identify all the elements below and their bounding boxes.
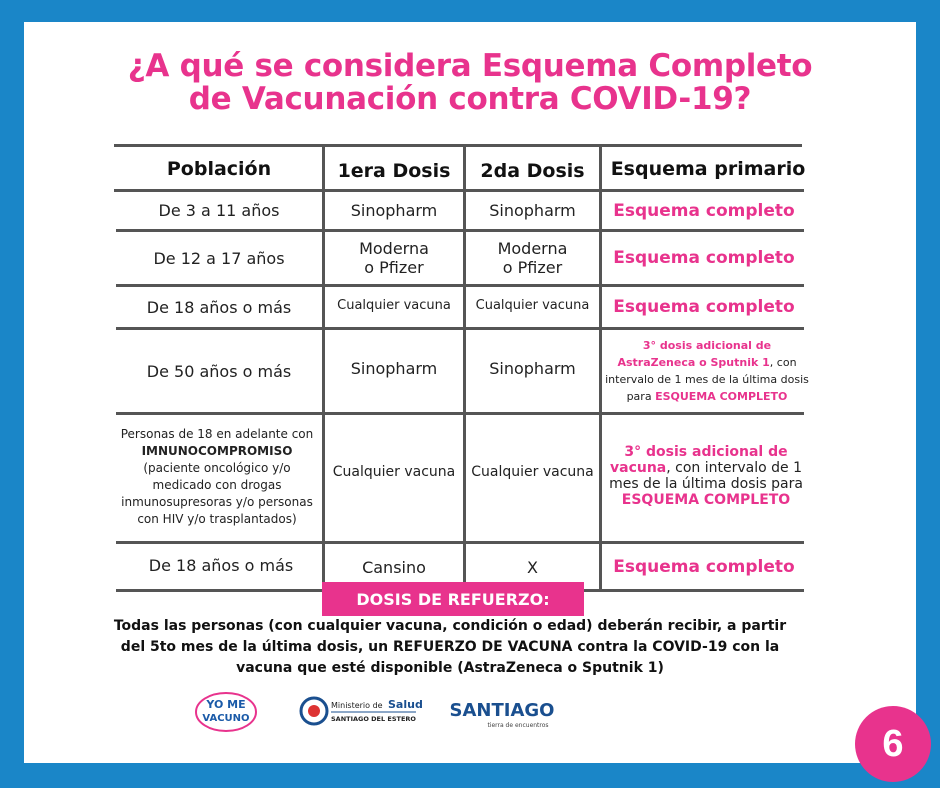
- row2-dosis2: [466, 232, 599, 284]
- row6-dosis1: Cansino: [362, 557, 426, 577]
- row5-esquema-bold2: ESQUEMA COMPLETO: [621, 492, 791, 508]
- row5-dosis1: Cualquier vacuna: [332, 464, 456, 480]
- row5-poblacion-line1: Personas de 18 en adelante con: [120, 427, 314, 441]
- row2-dosis1-line2: o Pfizer: [364, 258, 424, 277]
- page-title: [24, 50, 916, 116]
- row4-dosis1: Sinopharm: [350, 358, 438, 378]
- row1-esquema: Esquema completo: [613, 200, 795, 221]
- row6-dosis2: X: [527, 557, 538, 577]
- title-line-2: de Vacunación contra COVID-19?: [188, 81, 752, 117]
- row5-poblacion: [116, 418, 318, 536]
- header-dosis1: 1era Dosis: [337, 160, 451, 182]
- row5-poblacion-detail: (paciente oncológico y/o medicado con drogas inmunosupresoras y/o personas con HIV y/o trasplantados): [121, 461, 313, 526]
- row3-esquema: Esquema completo: [613, 297, 795, 317]
- row5-esquema-note: [606, 444, 806, 508]
- row5-esquema: [606, 418, 806, 534]
- row6-poblacion: De 18 años o más: [148, 555, 294, 575]
- header-dosis2: 2da Dosis: [480, 160, 585, 182]
- page-number-badge: 6: [855, 706, 931, 782]
- row3-dosis1: Cualquier vacuna: [337, 297, 451, 313]
- row4-esquema: [604, 332, 810, 410]
- row5-dosis2: Cualquier vacuna: [471, 464, 594, 480]
- row4-esquema-bold2: ESQUEMA COMPLETO: [655, 390, 788, 403]
- table-rule: [114, 144, 802, 147]
- row2-dosis2-line2: o Pfizer: [502, 258, 563, 277]
- row5-esquema-mid: , con intervalo de 1 mes de la última dosis para: [609, 460, 803, 492]
- ministerio-small-text: Ministerio de: [331, 701, 383, 710]
- row1-poblacion: De 3 a 11 años: [158, 201, 280, 220]
- row2-dosis1-line1: Moderna: [359, 239, 429, 258]
- row4-esquema-mid: , con intervalo de 1 mes de la última dosis para: [605, 356, 809, 403]
- row1-dosis2: Sinopharm: [489, 201, 576, 220]
- yome-bottom-text: VACUNO: [202, 713, 250, 724]
- ministerio-sub-text: SANTIAGO DEL ESTERO: [331, 715, 416, 723]
- row4-dosis2: Sinopharm: [489, 358, 576, 378]
- row5-poblacion-bold: IMNUNOCOMPROMISO: [141, 444, 293, 458]
- booster-text: Todas las personas (con cualquier vacuna, condición o edad) deberán recibir, a partir del 5to mes de la última dosis, un REFUERZO DE VACUNA contra la COVID-19 con la vacuna que esté disponible (AstraZeneca o Sputnik 1): [113, 618, 787, 676]
- header-poblacion: Población: [166, 158, 272, 180]
- title-line-1: ¿A qué se considera Esquema Completo: [127, 48, 813, 84]
- row3-poblacion: De 18 años o más: [146, 297, 292, 317]
- row4-poblacion: De 50 años o más: [146, 361, 292, 381]
- ministerio-salud-logo: [300, 694, 423, 728]
- row4-esquema-bold1: 3° dosis adicional de AstraZeneca o Sputnik 1: [617, 339, 772, 369]
- yome-top-text: YO ME: [206, 698, 246, 711]
- santiago-sub-text: tierra de encuentros: [487, 722, 549, 729]
- header-esquema: Esquema primario: [610, 158, 806, 180]
- row2-poblacion: De 12 a 17 años: [153, 248, 285, 268]
- row4-esquema-note: [604, 337, 810, 405]
- row2-dosis1: [325, 232, 463, 284]
- booster-label: DOSIS DE REFUERZO:: [322, 582, 584, 616]
- row3-dosis2: Cualquier vacuna: [475, 297, 590, 313]
- row2-esquema: Esquema completo: [613, 248, 795, 268]
- row1-dosis1: Sinopharm: [350, 201, 438, 220]
- row5-esquema-bold1: 3° dosis adicional de vacuna: [610, 444, 788, 476]
- yo-me-vacuno-logo: [195, 690, 257, 732]
- row6-esquema: Esquema completo: [613, 557, 795, 577]
- row2-dosis2-line1: Moderna: [497, 239, 568, 258]
- santiago-logo: [449, 696, 555, 730]
- ministerio-big-text: Salud: [388, 698, 423, 711]
- santiago-text: SANTIAGO: [449, 700, 555, 721]
